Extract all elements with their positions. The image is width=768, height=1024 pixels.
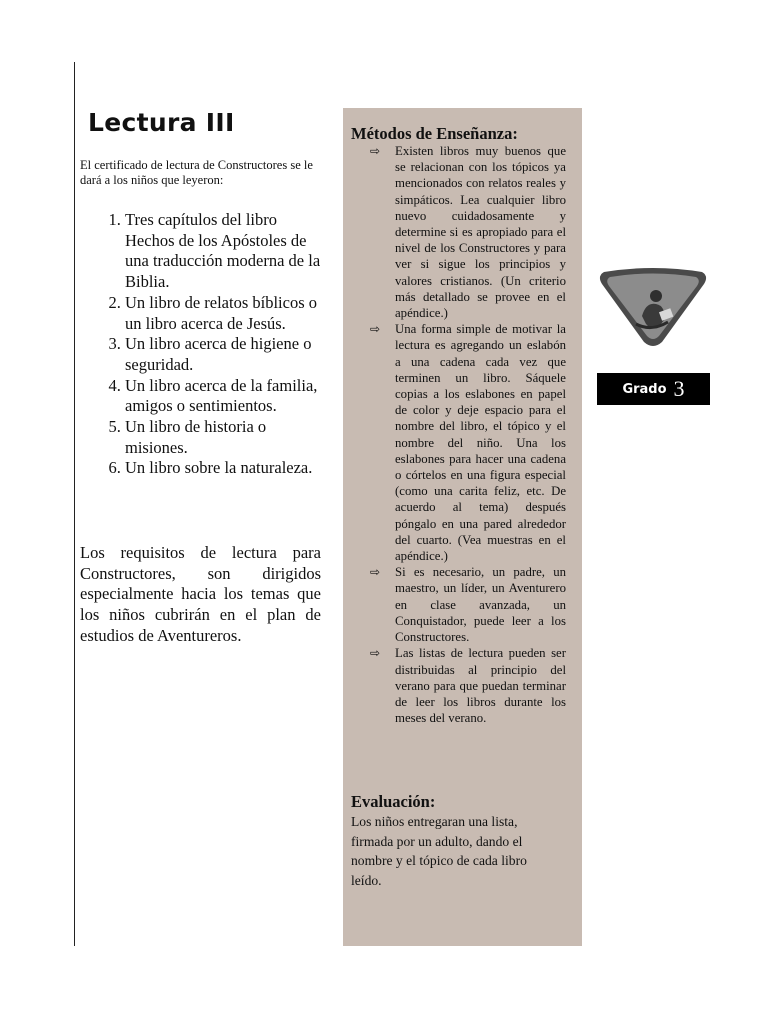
- arrow-icon: ⇨: [370, 646, 381, 661]
- list-item: 4. Un libro acerca de la familia, amigos o sentimientos.: [125, 376, 325, 417]
- requirements-list: [80, 210, 325, 479]
- arrow-icon: ⇨: [370, 565, 381, 580]
- grade-label: Grado: [622, 381, 667, 397]
- evaluation-heading: Evaluación:: [351, 792, 436, 811]
- evaluation-text: Los niños entregaran una lista, firmada por un adulto, dando el nombre y el tópico de cada libro leído.: [351, 814, 527, 888]
- list-item: 5. Un libro de historia o misiones.: [125, 417, 325, 458]
- methods-heading: Métodos de Enseñanza:: [351, 124, 518, 143]
- list-item: [370, 564, 566, 645]
- arrow-icon: ⇨: [370, 144, 381, 158]
- grade-label-box: [597, 373, 710, 405]
- reader-badge-icon: [596, 266, 710, 348]
- requirements-paragraph: Los requisitos de lectura para Constructores, son dirigidos especialmente hacia los temas que los niños cubrirán en el plan de estudios de Aventureros.: [80, 543, 321, 645]
- list-item: [370, 143, 566, 321]
- grade-number: 3: [673, 376, 685, 401]
- list-item: 3. Un libro acerca de higiene o seguridad.: [125, 334, 325, 375]
- page-title: Lectura III: [88, 108, 235, 137]
- list-item: [370, 321, 566, 564]
- margin-rule: [74, 62, 75, 946]
- method-text: Existen libros muy buenos que se relacionan con los tópicos ya mencionados con relatos reales y simpáticos. Lea cualquier libro nuevo cuidadosamente y determine si es apropiado para el nivel de los Constructores y para ver si sigue los principios y valores cristianos. (Un criterio más detallado se provee en el apéndice.): [395, 144, 566, 321]
- method-text: Si es necesario, un padre, un maestro, un líder, un Aventurero en clase avanzada, un Conquistador, puede leer a los Constructores.: [395, 565, 566, 645]
- method-text: Una forma simple de motivar la lectura es agregando un eslabón a una cadena cada vez que terminen un libro. Sáquele copias a los eslabones en papel de color y deje espacio para el nombre del libro, el tópico y el nombre del niño. Una los eslabones para hacer una cadena o córtelos en una figura especial (como una carita feliz, etc. De acuerdo al tema) después póngalo en una pared alrededor del cuarto. (Vea muestras en el apéndice.): [395, 322, 566, 564]
- list-item: 1. Tres capítulos del libro Hechos de los Apóstoles de una traducción moderna de la Biblia.: [125, 210, 325, 293]
- list-item: 6. Un libro sobre la naturaleza.: [125, 458, 325, 479]
- list-item: 2. Un libro de relatos bíblicos o un libro acerca de Jesús.: [125, 293, 325, 334]
- method-text: Las listas de lectura pueden ser distribuidas al principio del verano para que puedan terminar de leer los libros durante los meses del verano.: [395, 646, 566, 726]
- arrow-icon: ⇨: [370, 322, 381, 337]
- methods-list: [370, 143, 566, 726]
- list-item: [370, 645, 566, 726]
- intro-text: El certificado de lectura de Constructores se le dará a los niños que leyeron:: [80, 158, 313, 187]
